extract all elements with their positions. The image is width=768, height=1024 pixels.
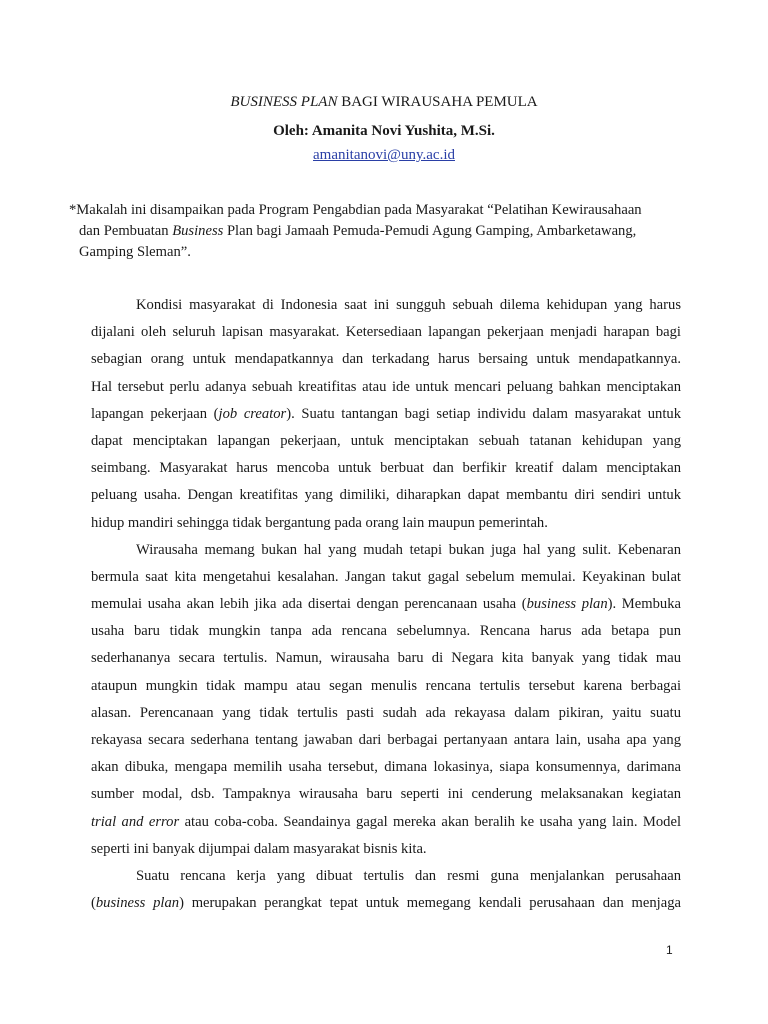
body-text — [91, 292, 681, 917]
text-run: ( — [91, 895, 96, 912]
paragraph-3-line: Suatu rencana kerja yang dibuat tertulis dan resmi guna menjalankan perusahaan — [136, 867, 681, 884]
paragraph-1-line: sebagian orang untuk mendapatkannya dan terkadang harus bersaing untuk mendapatkannya. — [91, 351, 681, 368]
paragraph-1-line: hidup mandiri sehingga tidak bergantung pada orang lain maupun pemerintah. — [91, 514, 548, 531]
author-email — [0, 145, 768, 165]
paragraph-2-line: rekayasa secara sederhana tentang jawaban dari berbagai pertanyaan antara lain, usaha apa yang — [91, 732, 681, 748]
text-run: atau coba-coba. Seandainya gagal mereka akan beralih ke usaha yang lain. Model — [179, 813, 681, 830]
title-italic: BUSINESS PLAN — [230, 94, 338, 110]
paragraph-2-line: bermula saat kita mengetahui kesalahan. Jangan takut gagal sebelum memulai. Keyakinan bulat — [91, 568, 681, 585]
paragraph-2-line: ataupun mungkin tidak mampu atau segan menulis rencana tertulis tersebut karena berbagai — [91, 677, 681, 694]
paragraph-3-line — [91, 890, 681, 917]
note-line: Gamping Sleman”. — [79, 244, 191, 260]
author-line: Oleh: Amanita Novi Yushita, M.Si. — [273, 123, 495, 139]
note-text: dan Pembuatan — [79, 223, 173, 239]
text-run: memulai usaha akan lebih jika ada disertai dengan perencanaan usaha ( — [91, 596, 527, 613]
paragraph-1-line: seimbang. Masyarakat harus mencoba untuk berbuat dan berfikir kreatif dalam menciptakan — [91, 460, 681, 477]
paragraph-1-line: peluang usaha. Dengan kreatifitas yang dimiliki, diharapkan dapat membantu diri sendiri untuk — [91, 487, 681, 504]
text-run-italic: trial and error — [91, 813, 180, 830]
text-run: lapangan pekerjaan ( — [91, 405, 219, 422]
text-run-italic: business plan — [526, 596, 608, 613]
presentation-note — [69, 200, 681, 263]
paragraph-2-line: alasan. Perencanaan yang tidak tertulis pasti sudah ada rekayasa dalam pikiran, yaitu suatu — [91, 704, 681, 721]
paragraph-1-line: Kondisi masyarakat di Indonesia saat ini sungguh sebuah dilema kehidupan yang harus — [136, 297, 681, 313]
paragraph-2-line: sumber modal, dsb. Tampaknya wirausaha baru seperti ini cenderung melaksanakan kegiatan — [91, 786, 681, 803]
paragraph-2-line — [91, 809, 681, 836]
paragraph-2-line — [91, 591, 681, 618]
paragraph-1-line — [91, 401, 681, 428]
paragraph-1-line: dijalani oleh seluruh lapisan masyarakat. Ketersediaan lapangan pekerjaan menjadi harapan bagi — [91, 324, 681, 341]
email-link[interactable]: amanitanovi@uny.ac.id — [313, 147, 455, 163]
title-rest: BAGI WIRAUSAHA PEMULA — [337, 94, 538, 110]
paragraph-2-line: usaha baru tidak mungkin tanpa ada rencana sebelumnya. Rencana harus ada betapa pun — [91, 623, 681, 640]
paragraph-1-line: dapat menciptakan lapangan pekerjaan, untuk menciptakan sebuah tatanan kehidupan yang — [91, 432, 681, 449]
text-run-italic: job creator — [218, 405, 287, 422]
paragraph-2-line: sederhananya secara tertulis. Namun, wirausaha baru di Negara kita banyak yang tidak mau — [91, 650, 681, 667]
text-run: ) merupakan perangkat tepat untuk memegang kendali perusahaan dan menjaga — [179, 895, 681, 912]
document-title — [0, 92, 768, 112]
text-run-italic: business plan — [95, 895, 180, 912]
note-text-italic: Business — [172, 223, 224, 239]
paragraph-2-line: akan dibuka, mengapa memilih usaha tersebut, dimana lokasinya, siapa konsumennya, darimana — [91, 759, 681, 776]
text-run: ). Suatu tantangan bagi setiap individu dalam masyarakat untuk — [286, 405, 681, 422]
paragraph-2-line: seperti ini banyak dijumpai dalam masyarakat bisnis kita. — [91, 840, 427, 857]
note-line: *Makalah ini disampaikan pada Program Pengabdian pada Masyarakat “Pelatihan Kewirausahaan — [69, 202, 642, 218]
paragraph-1-line: Hal tersebut perlu adanya sebuah kreatifitas atau ide untuk mencari peluang bahkan menciptakan — [91, 378, 681, 395]
page-number: 1 — [666, 943, 673, 957]
note-line — [69, 221, 681, 242]
text-run: ). Membuka — [607, 596, 681, 613]
paragraph-2-line: Wirausaha memang bukan hal yang mudah tetapi bukan juga hal yang sulit. Kebenaran — [136, 541, 681, 558]
note-text: Plan bagi Jamaah Pemuda-Pemudi Agung Gamping, Ambarketawang, — [223, 223, 637, 239]
